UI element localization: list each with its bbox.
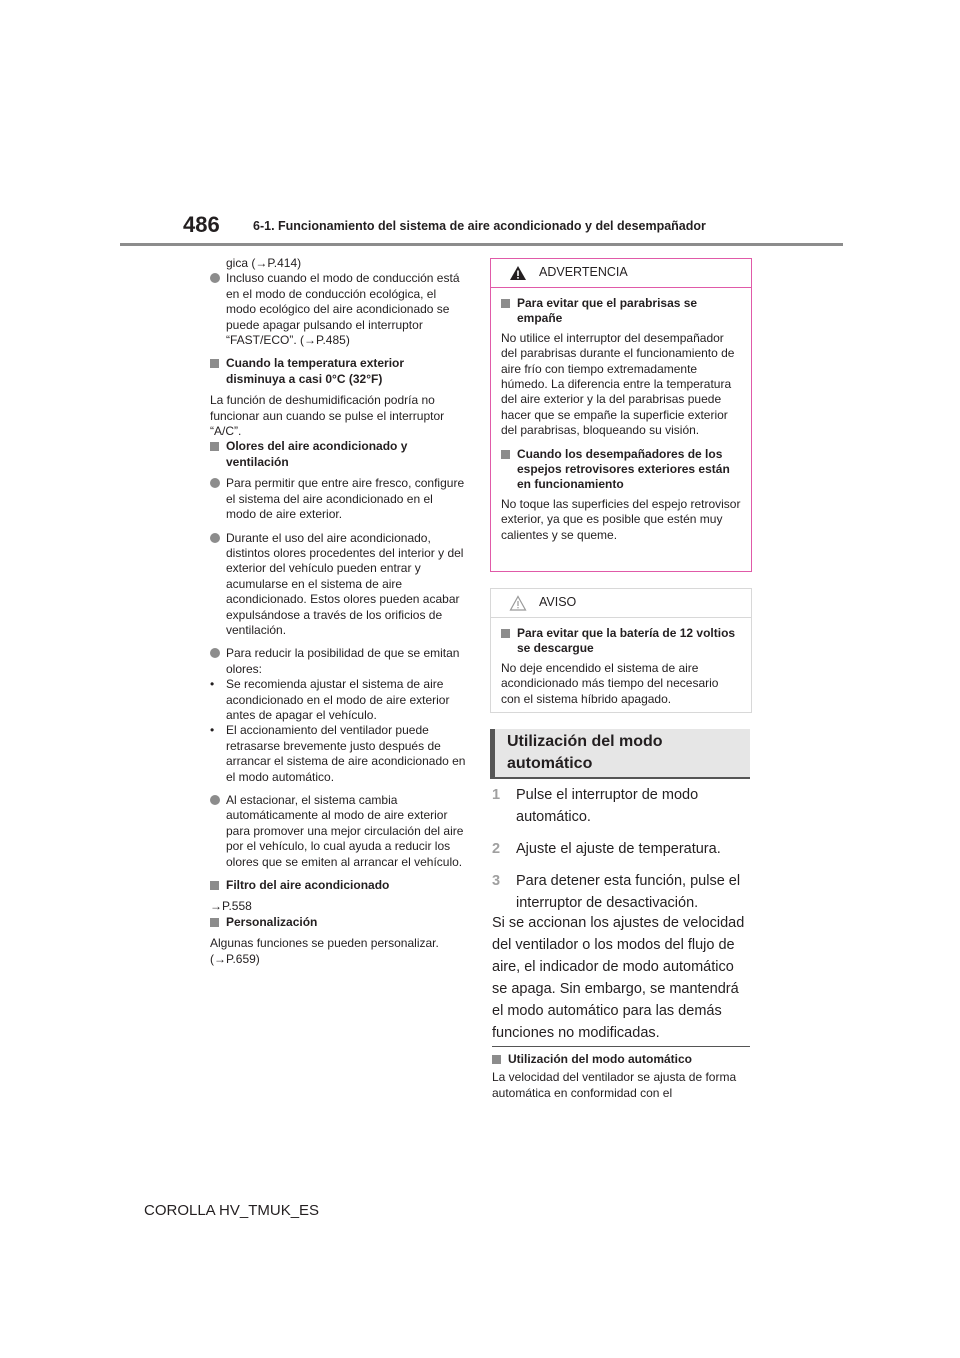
subsection-heading: Cuando la temperatura exterior disminuya a casi 0°C (32°F) [210,356,466,387]
square-bullet-icon [210,442,219,451]
list-item: Para permitir que entre aire fresco, configure el sistema del aire acondicionado en el modo de aire exterior. [210,476,466,522]
section-title: Utilización del modo automático [490,729,750,777]
caution-item-text: No deje encendido el sistema de aire acondicionado más tiempo del necesario con el sistema híbrido apagado. [501,660,719,706]
list-item: Incluso cuando el modo de conducción está en el modo de conducción ecológica, el modo ecológico del aire acondicionado se puede apagar pulsando el interruptor “FAST/ECO”. (→P.485) [210,271,466,348]
left-column [210,256,466,967]
square-bullet-icon [501,629,510,638]
continuation-text: gica (→P.414) [226,256,302,270]
body-text: La velocidad del ventilador se ajusta de forma automática en conformidad con el [492,1070,737,1100]
header-rule [120,243,843,246]
caution-title: AVISO [539,595,577,610]
square-bullet-icon [210,918,219,927]
step-item: 1 Pulse el interruptor de modo automático. [492,784,752,828]
square-bullet-icon [210,881,219,890]
bullet-dot-icon [210,533,220,543]
page-reference: →P.558 [210,899,252,914]
subsection-heading: Olores del aire acondicionado y ventilación [210,439,466,470]
bullet-dot-icon [210,795,220,805]
step-item: 2 Ajuste el ajuste de temperatura. [492,838,752,860]
bullet-dot-icon [210,478,220,488]
warning-header [491,259,751,288]
page-number: 486 [183,212,220,237]
caution-item-heading: Para evitar que la batería de 12 voltios se descargue [501,626,741,657]
step-number: 1 [492,787,501,803]
square-bullet-icon [501,450,510,459]
warning-item-heading: Cuando los desempañadores de los espejos retrovisores exteriores están en funcionamiento [501,447,741,493]
body-text: La función de deshumidificación podría no funcionar aun cuando se pulse el interruptor “A/C”. [210,393,445,439]
warning-item-text: No toque las superficies del espejo retrovisor exterior, ya que es posible que estén muy calientes y se queme. [501,496,741,542]
subsection-block [492,1052,750,1101]
warning-title: ADVERTENCIA [539,265,628,280]
sub-list-item: • Se recomienda ajustar el sistema de aire acondicionado en el modo de aire exterior antes de apagar el vehículo. [210,677,450,722]
section-rule [490,777,750,779]
sub-list-item: • El accionamiento del ventilador puede retrasarse brevemente justo después de arrancar el sistema de aire acondicionado en el modo automático. [210,723,466,784]
square-bullet-icon [492,1055,501,1064]
subsection-heading: Filtro del aire acondicionado [210,878,466,893]
square-bullet-icon [210,359,219,368]
body-text: Algunas funciones se pueden personalizar. (→P.659) [210,936,439,966]
step-number: 2 [492,841,501,857]
subsection-heading: Utilización del modo automático [492,1052,750,1067]
steps-list [492,784,752,924]
list-item: Para reducir la posibilidad de que se emitan olores: • Se recomienda ajustar el sistema de aire acondicionado en el modo de aire exterior antes de apagar el vehículo. • El accionamiento del ventilador puede retrasarse brevemente justo después de arrancar el sistema de aire acondicionado en el modo automático. [210,646,466,784]
subsection-heading: Personalización [210,915,466,930]
list-item: Al estacionar, el sistema cambia automáticamente al modo de aire exterior para promover una mejor circulación del aire por el vehículo, lo cual ayuda a reducir los olores que se emiten al arrancar el vehículo. [210,793,466,870]
bullet-dot-icon [210,273,220,283]
step-number: 3 [492,873,501,889]
body-paragraph: Si se accionan los ajustes de velocidad del ventilador o los modos del flujo de aire, el indicador de modo automático se apaga. Sin embargo, se mantendrá el modo automático para las demás funciones no modificadas. [492,915,745,1041]
list-item: Durante el uso del aire acondicionado, distintos olores procedentes del interior y del exterior del vehículo pueden entrar y acumularse en el sistema de aire acondicionado. Estos olores pueden acabar expulsándose a través de los orificios de ventilación. [210,531,466,639]
chapter-section-title: 6-1. Funcionamiento del sistema de aire acondicionado y del desempañador [253,219,706,233]
square-bullet-icon [501,299,510,308]
subsection-rule [492,1046,750,1047]
caution-triangle-icon [509,595,527,611]
caution-box [490,588,752,713]
warning-item-text: No utilice el interruptor del desempañador del parabrisas durante el funcionamiento de aire frío con tiempo extremadamente húmedo. La diferencia entre la temperatura del aire exterior y la del parabrisas puede hacer que se empañe la superficie exterior del parabrisas, bloqueando su visión. [501,330,735,438]
step-item: 3 Para detener esta función, pulse el interruptor de desactivación. [492,870,752,914]
footer-model: COROLLA HV_TMUK_ES [144,1202,320,1219]
warning-item-heading: Para evitar que el parabrisas se empañe [501,296,741,327]
warning-triangle-icon [509,265,527,281]
bullet-dot-icon [210,648,220,658]
warning-box [490,258,752,572]
caution-header [491,589,751,618]
